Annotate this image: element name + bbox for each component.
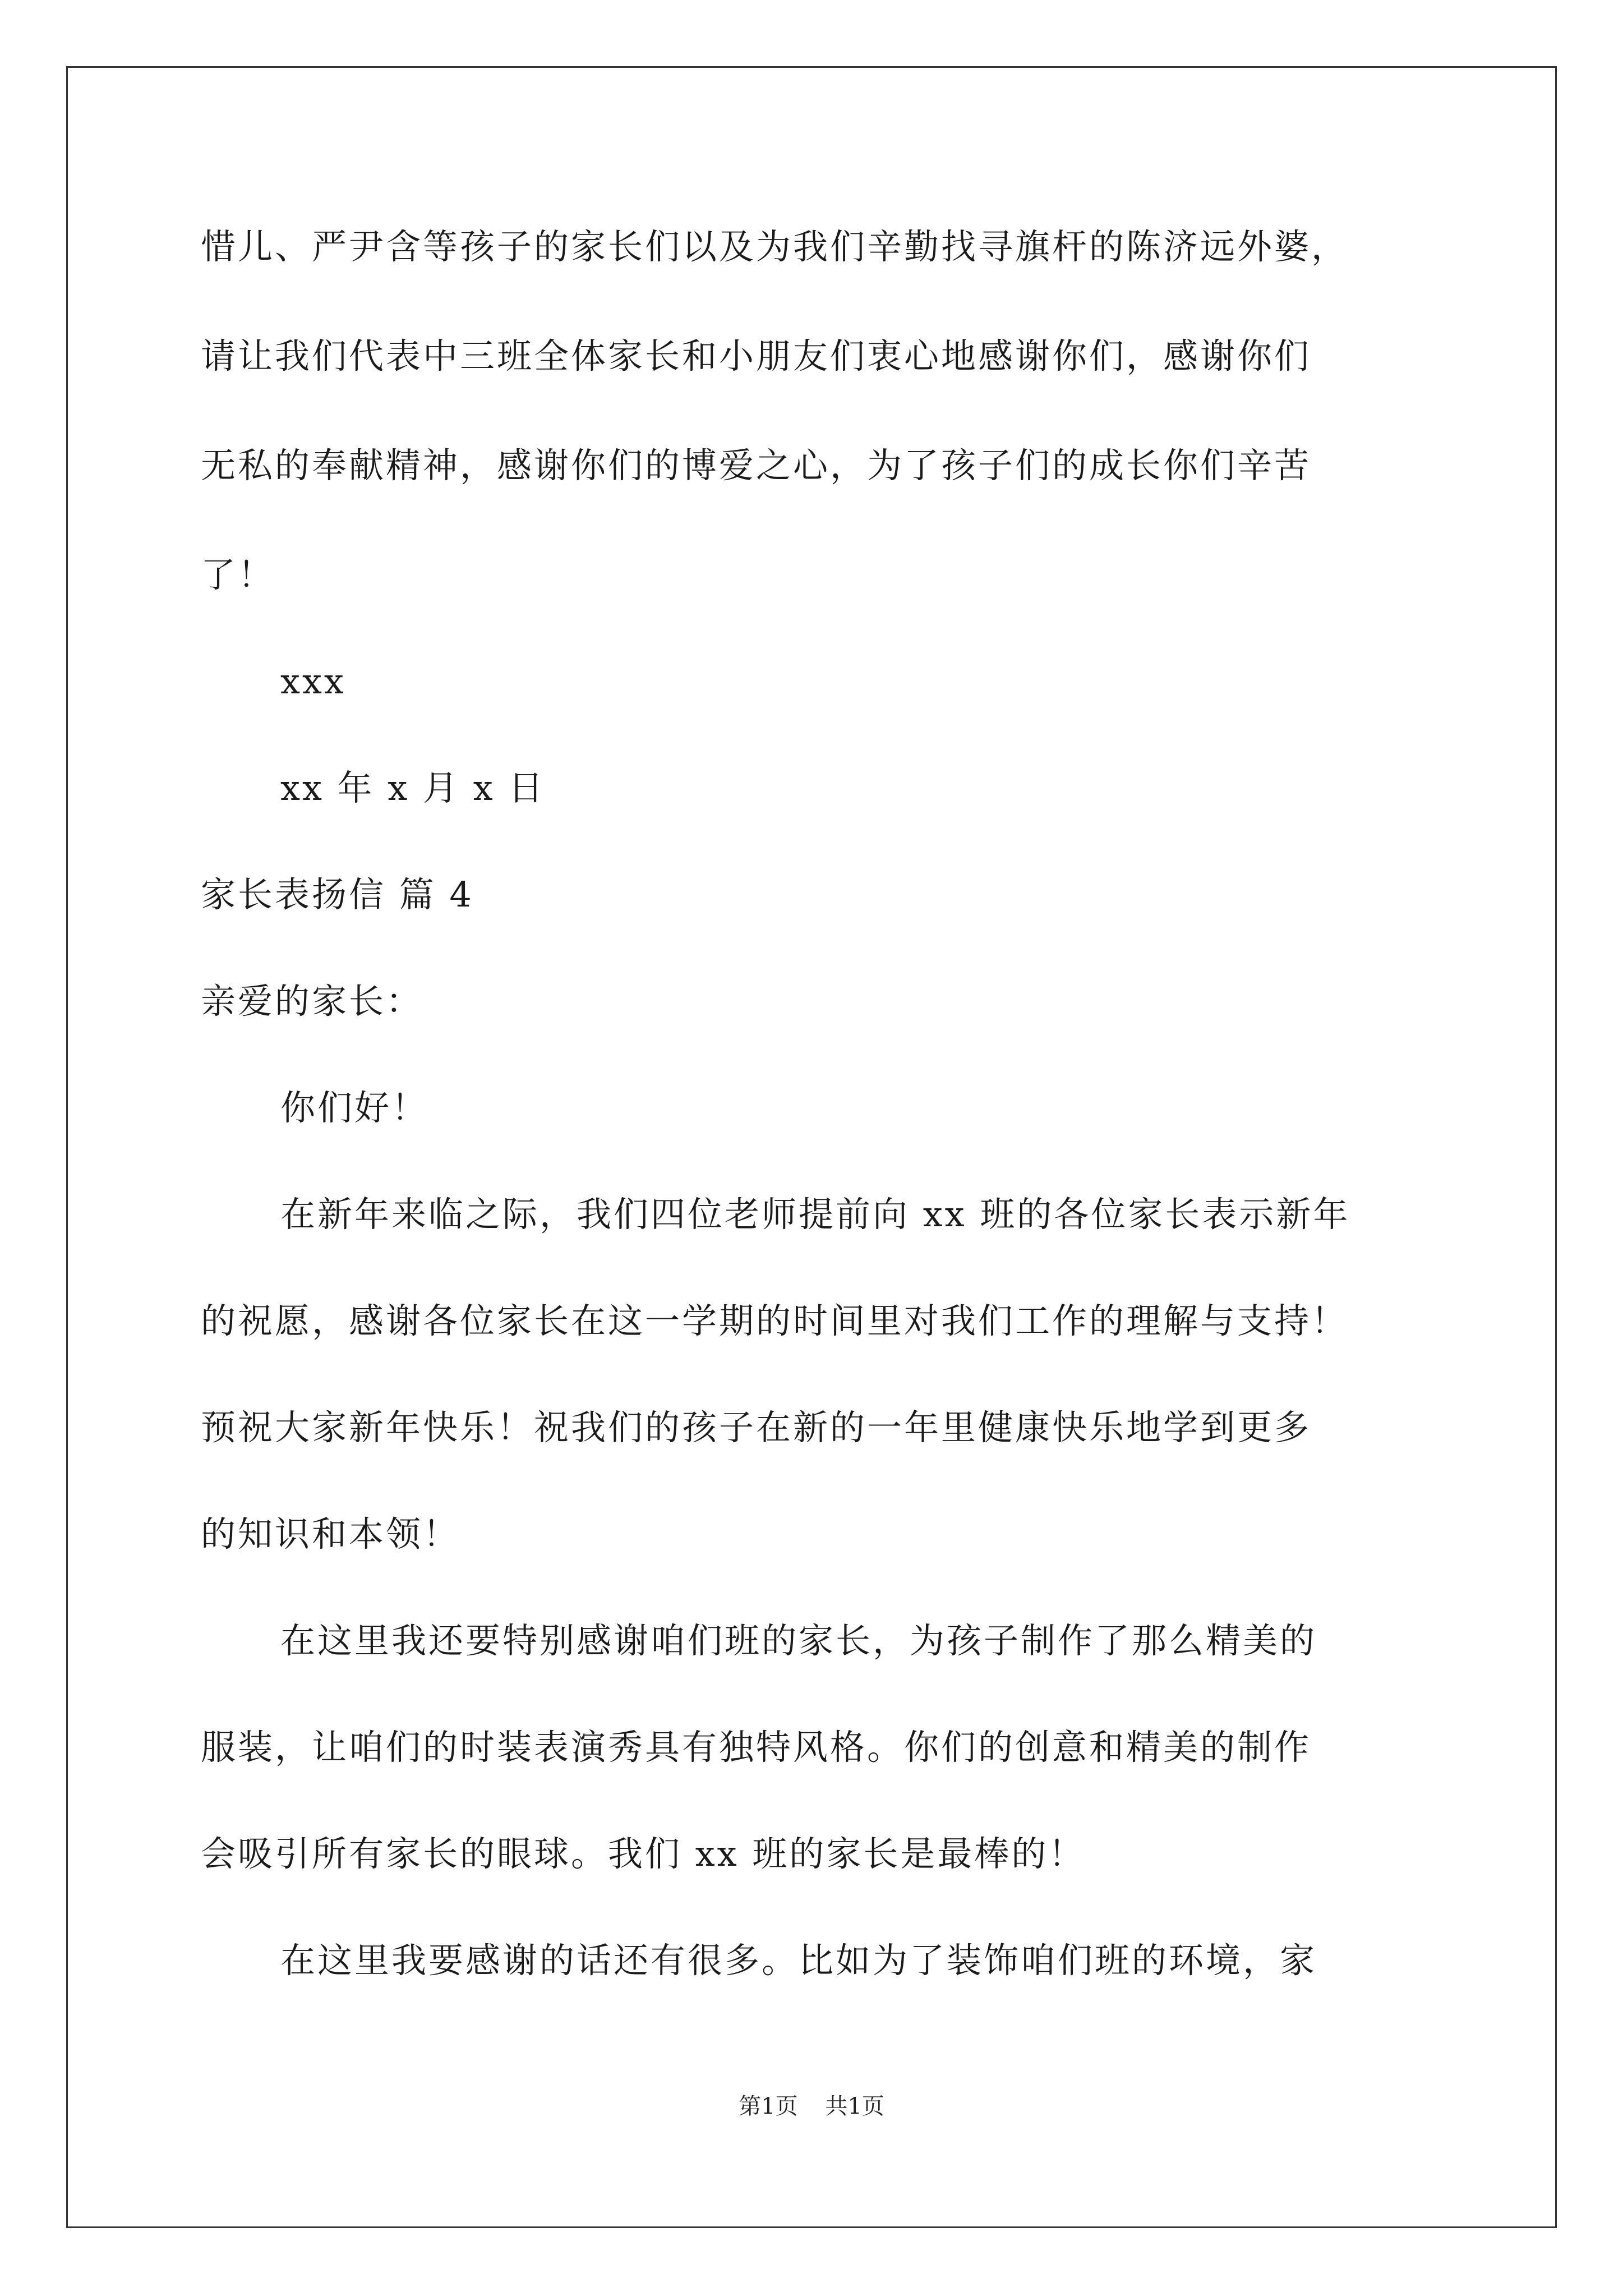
- greeting: 你们好！: [280, 1087, 429, 1128]
- body-line: 会吸引所有家长的眼球。我们 xx 班的家长是最棒的！: [201, 1833, 1086, 1874]
- page-number: 第1页: [739, 2093, 798, 2119]
- body-line: 无私的奉献精神，感谢你们的博爱之心，为了孩子们的成长你们辛苦: [201, 445, 1312, 486]
- signature-date: xx 年 x 月 x 日: [280, 767, 546, 808]
- body-line: 请让我们代表中三班全体家长和小朋友们衷心地感谢你们，感谢你们: [201, 335, 1312, 376]
- page-count: 共1页: [825, 2093, 884, 2119]
- body-line: 的祝愿，感谢各位家长在这一学期的时间里对我们工作的理解与支持！: [201, 1300, 1349, 1341]
- body-line: 服装，让咱们的时装表演秀具有独特风格。你们的创意和精美的制作: [201, 1727, 1312, 1768]
- body-line: 在这里我要感谢的话还有很多。比如为了装饰咱们班的环境，家: [280, 1940, 1317, 1981]
- body-line: 在新年来临之际，我们四位老师提前向 xx 班的各位家长表示新年: [280, 1194, 1350, 1235]
- salutation: 亲爱的家长：: [201, 981, 423, 1022]
- section-heading: 家长表扬信 篇 4: [201, 874, 474, 915]
- page-footer: [0, 2092, 1623, 2120]
- page-border: [66, 66, 1557, 2228]
- body-line: 预祝大家新年快乐！祝我们的孩子在新的一年里健康快乐地学到更多: [201, 1407, 1312, 1448]
- body-line: 了！: [201, 554, 275, 595]
- body-line: 在这里我还要特别感谢咱们班的家长，为孩子制作了那么精美的: [280, 1620, 1317, 1661]
- body-line: 的知识和本领！: [201, 1513, 460, 1554]
- body-line: 惜儿、严尹含等孩子的家长们以及为我们辛勤找寻旗杆的陈济远外婆，: [201, 226, 1349, 267]
- signature-name: xxx: [280, 661, 346, 702]
